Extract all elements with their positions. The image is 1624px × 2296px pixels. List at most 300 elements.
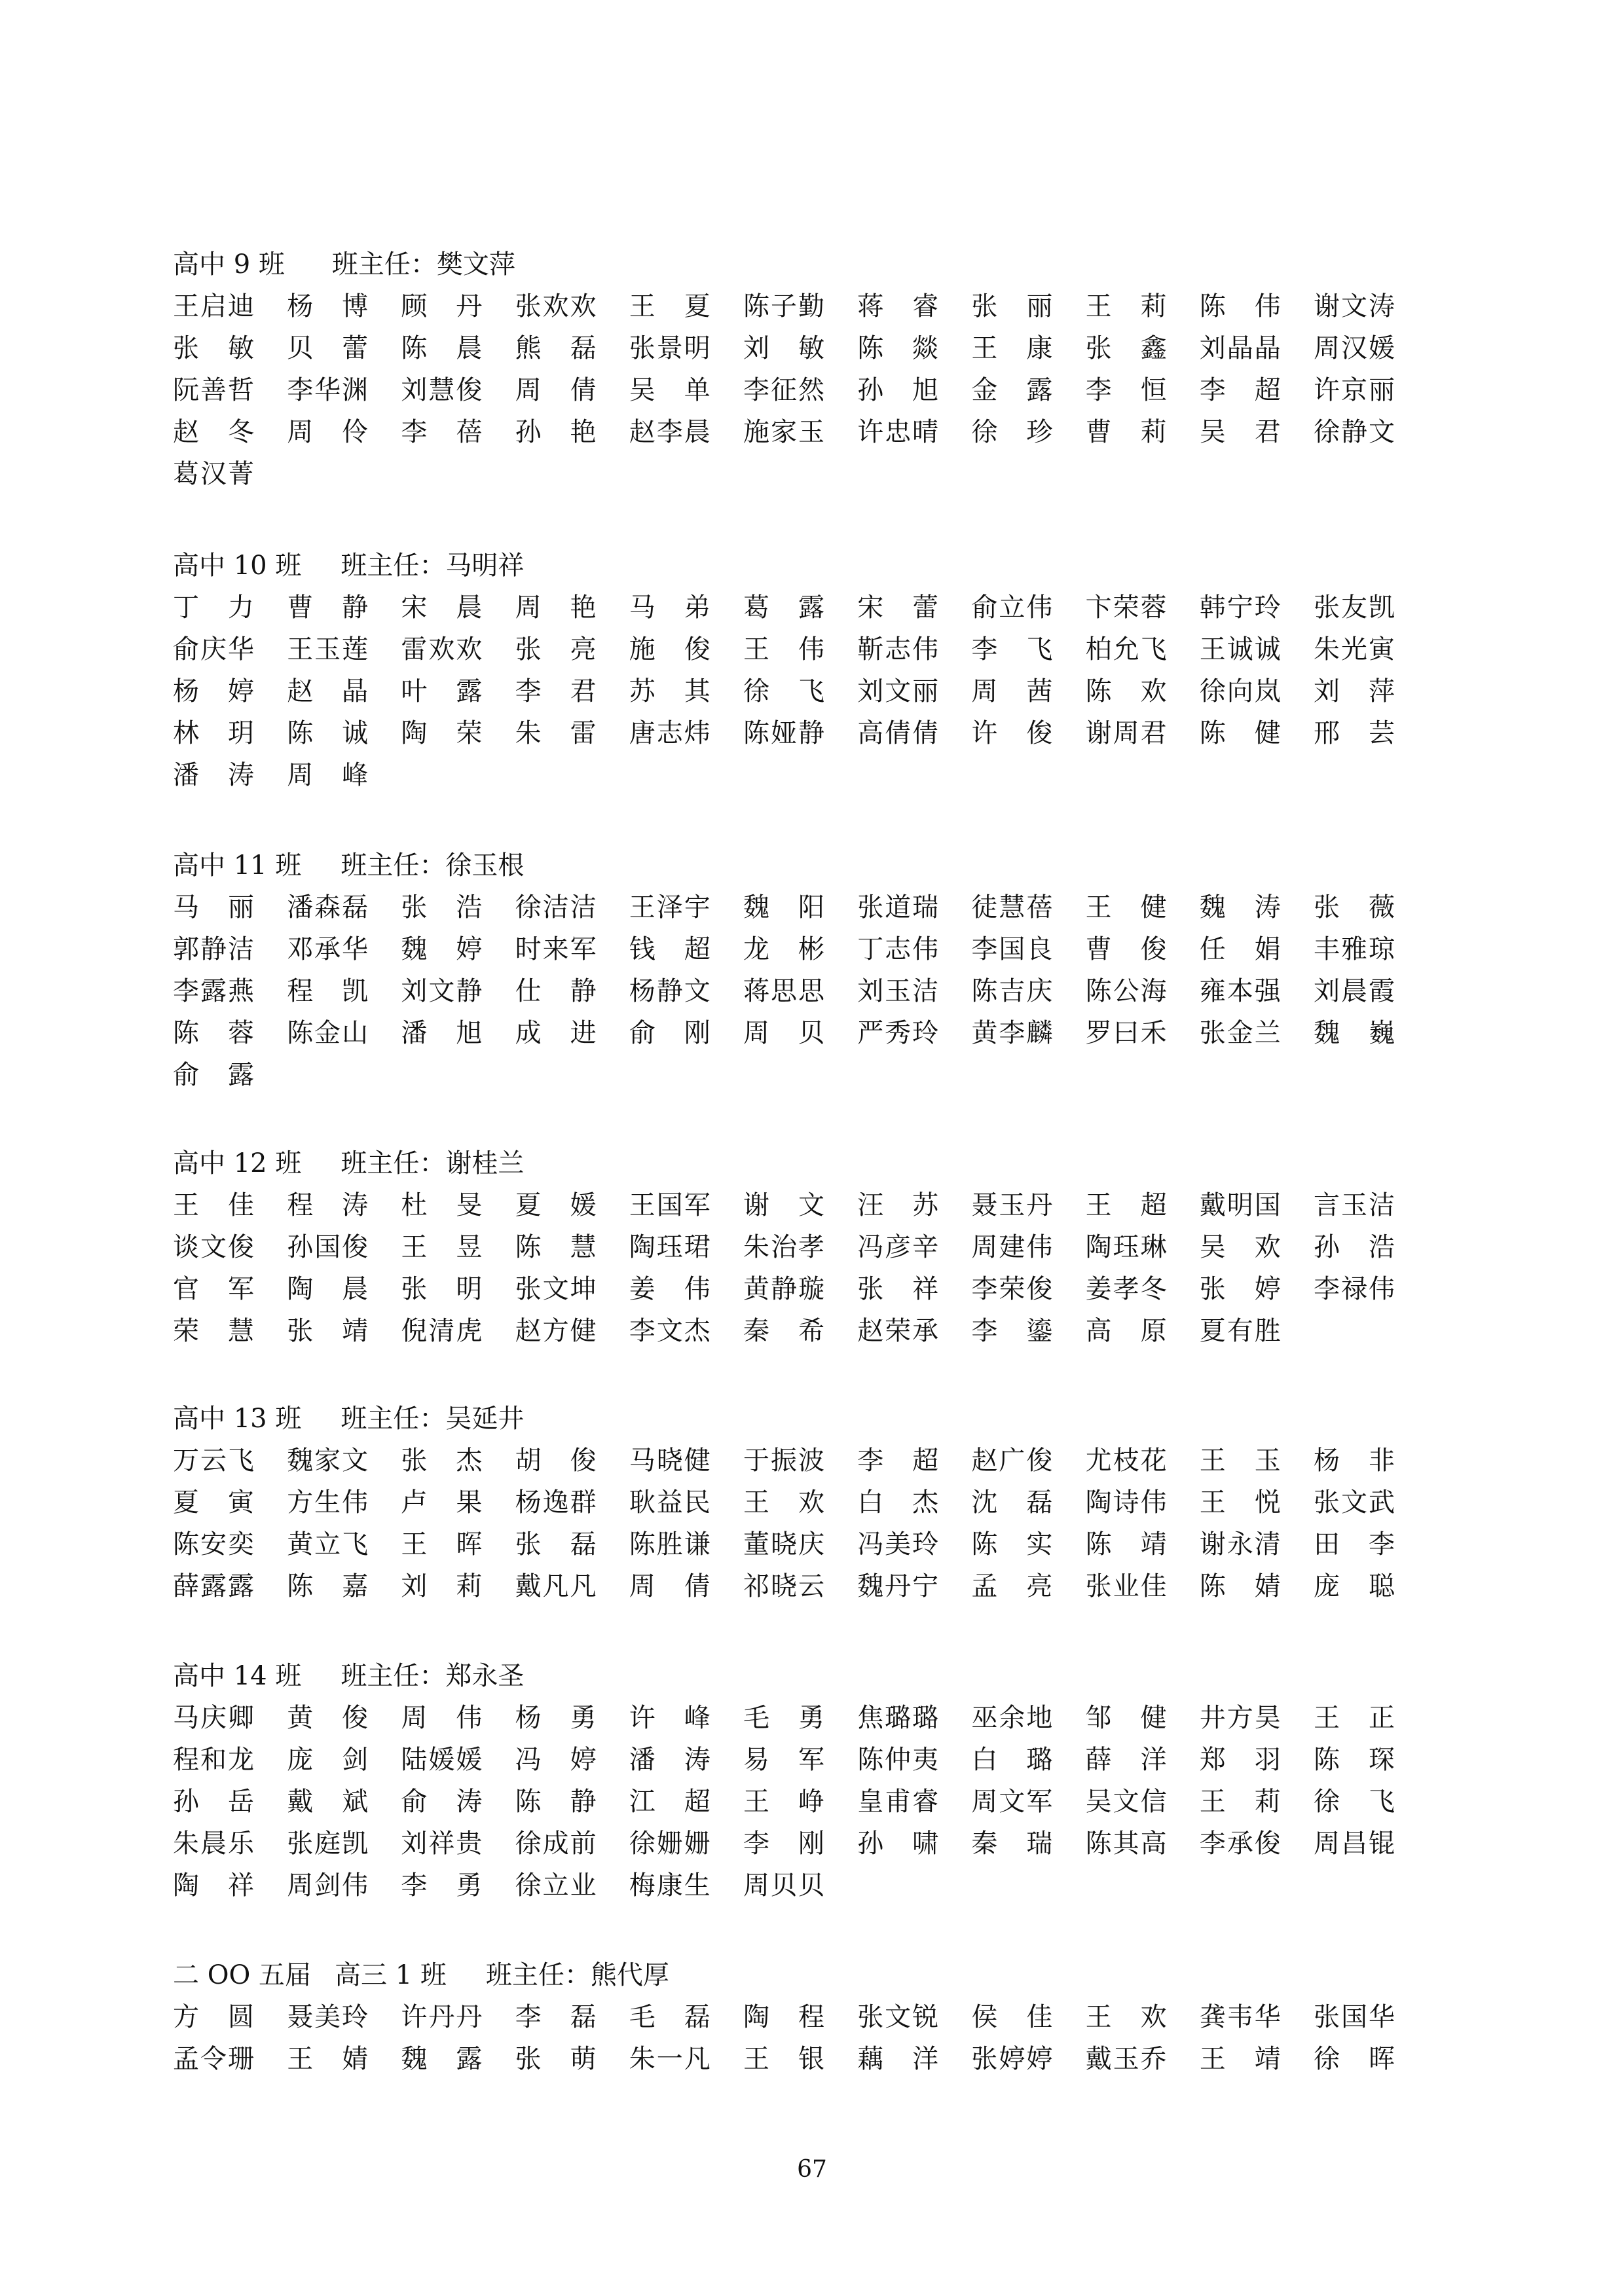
student-name: 方 圆 xyxy=(173,2002,254,2032)
student-name: 谢 文 xyxy=(743,1190,824,1220)
student-name: 陈 靖 xyxy=(1085,1529,1167,1559)
student-name: 李 超 xyxy=(1199,375,1281,405)
student-name: 龙 彬 xyxy=(743,934,824,964)
class-heading xyxy=(173,1398,1417,1440)
name-row xyxy=(173,1996,1417,2038)
student-name: 丰雅琼 xyxy=(1314,934,1395,964)
name-row xyxy=(173,1482,1417,1523)
student-name: 刘祥贵 xyxy=(401,1829,483,1859)
student-name: 张文锐 xyxy=(857,2002,939,2032)
student-name: 程 涛 xyxy=(287,1190,369,1220)
student-name: 戴凡凡 xyxy=(515,1571,597,1601)
student-name: 赵方健 xyxy=(515,1316,597,1346)
student-name: 藕 洋 xyxy=(857,2044,939,2074)
class-name: 高中 14 班 xyxy=(173,1661,302,1691)
student-name: 郑 羽 xyxy=(1199,1745,1281,1775)
student-name: 张文坤 xyxy=(515,1274,597,1304)
student-name: 朱晨乐 xyxy=(173,1829,254,1859)
student-name: 王 晖 xyxy=(401,1529,483,1559)
student-name: 张 亮 xyxy=(515,634,597,665)
student-name: 王国军 xyxy=(629,1190,710,1220)
name-row xyxy=(173,1184,1417,1226)
student-name: 熊 磊 xyxy=(515,333,597,363)
student-name: 罗曰禾 xyxy=(1085,1018,1167,1048)
student-name: 施家玉 xyxy=(743,417,824,447)
student-name: 易 军 xyxy=(743,1745,824,1775)
name-row xyxy=(173,1739,1417,1781)
student-name: 陈仲夷 xyxy=(857,1745,939,1775)
student-name: 秦 希 xyxy=(743,1316,824,1346)
student-name: 郭静洁 xyxy=(173,934,254,964)
class-name: 高中 11 班 xyxy=(173,850,302,881)
student-name: 姜 伟 xyxy=(629,1274,710,1304)
student-name: 顾 丹 xyxy=(401,291,483,321)
student-name: 徐洁洁 xyxy=(515,892,597,922)
student-name: 刘晶晶 xyxy=(1199,333,1281,363)
student-name: 于振波 xyxy=(743,1446,824,1476)
student-name: 李 恒 xyxy=(1085,375,1167,405)
student-name: 陈吉庆 xyxy=(971,976,1053,1006)
student-name: 张 磊 xyxy=(515,1529,597,1559)
student-name: 张友凯 xyxy=(1314,592,1395,623)
student-name: 刘 敏 xyxy=(743,333,824,363)
student-name: 俞 刚 xyxy=(629,1018,710,1048)
student-name: 卢 果 xyxy=(401,1487,483,1518)
student-name: 魏 巍 xyxy=(1314,1018,1395,1048)
student-name: 夏 寅 xyxy=(173,1487,254,1518)
class-section xyxy=(173,545,1417,796)
student-name: 李承俊 xyxy=(1199,1829,1281,1859)
student-name: 周 艳 xyxy=(515,592,597,623)
student-name: 刘晨霞 xyxy=(1314,976,1395,1006)
class-section xyxy=(173,1142,1417,1352)
student-name: 周 伶 xyxy=(287,417,369,447)
student-name: 金 露 xyxy=(971,375,1053,405)
student-name: 王 莉 xyxy=(1199,1787,1281,1817)
student-name: 陈安奕 xyxy=(173,1529,254,1559)
student-name: 雍本强 xyxy=(1199,976,1281,1006)
student-name: 李华渊 xyxy=(287,375,369,405)
student-name: 王 峥 xyxy=(743,1787,824,1817)
student-name: 丁 力 xyxy=(173,592,254,623)
student-name: 荣 慧 xyxy=(173,1316,254,1346)
student-name: 徐静文 xyxy=(1314,417,1395,447)
head-teacher: 班主任：吴延井 xyxy=(341,1404,525,1434)
head-teacher: 班主任：马明祥 xyxy=(341,551,525,581)
student-name: 李 蓓 xyxy=(401,417,483,447)
student-name: 张文武 xyxy=(1314,1487,1395,1518)
student-name: 陈 欢 xyxy=(1085,676,1167,706)
student-name: 蒋思思 xyxy=(743,976,824,1006)
student-name: 陈子勤 xyxy=(743,291,824,321)
student-name: 吴 欢 xyxy=(1199,1232,1281,1262)
name-row xyxy=(173,1226,1417,1268)
student-name: 聂美玲 xyxy=(287,2002,369,2032)
student-name: 戴玉乔 xyxy=(1085,2044,1167,2074)
student-name: 梅康生 xyxy=(629,1870,710,1901)
student-name: 杨 非 xyxy=(1314,1446,1395,1476)
class-subname: 高三 1 班 xyxy=(335,1960,447,1990)
student-name: 尤枝花 xyxy=(1085,1446,1167,1476)
student-name: 俞 露 xyxy=(173,1060,254,1090)
student-name: 刘 莉 xyxy=(401,1571,483,1601)
student-name: 陈 嘉 xyxy=(287,1571,369,1601)
student-name: 苏 其 xyxy=(629,676,710,706)
name-row xyxy=(173,587,1417,629)
name-row xyxy=(173,1268,1417,1310)
student-name: 黄静璇 xyxy=(743,1274,824,1304)
student-name: 魏 涛 xyxy=(1199,892,1281,922)
class-heading xyxy=(173,1655,1417,1697)
student-name: 陈其高 xyxy=(1085,1829,1167,1859)
student-name: 刘慧俊 xyxy=(401,375,483,405)
name-row xyxy=(173,928,1417,970)
student-name: 黄李麟 xyxy=(971,1018,1053,1048)
student-name: 赵荣承 xyxy=(857,1316,939,1346)
name-row xyxy=(173,1310,1417,1352)
student-name: 朱治孝 xyxy=(743,1232,824,1262)
student-name: 徐 飞 xyxy=(1314,1787,1395,1817)
name-row xyxy=(173,629,1417,670)
student-name: 张 杰 xyxy=(401,1446,483,1476)
student-name: 周剑伟 xyxy=(287,1870,369,1901)
student-name: 潘森磊 xyxy=(287,892,369,922)
student-name: 马 丽 xyxy=(173,892,254,922)
student-name: 谈文俊 xyxy=(173,1232,254,1262)
student-name: 葛汉菁 xyxy=(173,459,254,489)
student-name: 李文杰 xyxy=(629,1316,710,1346)
student-name: 赵广俊 xyxy=(971,1446,1053,1476)
class-name: 高中 12 班 xyxy=(173,1148,302,1178)
student-name: 杨 婷 xyxy=(173,676,254,706)
student-name: 王 婧 xyxy=(287,2044,369,2074)
student-name: 陈胜谦 xyxy=(629,1529,710,1559)
name-row xyxy=(173,369,1417,411)
student-name: 刘文丽 xyxy=(857,676,939,706)
student-name: 王 欢 xyxy=(743,1487,824,1518)
head-teacher: 班主任：谢桂兰 xyxy=(341,1148,525,1178)
class-heading xyxy=(173,545,1417,587)
student-name: 邓承华 xyxy=(287,934,369,964)
student-name: 徐 飞 xyxy=(743,676,824,706)
student-name: 陈金山 xyxy=(287,1018,369,1048)
student-name: 李 刚 xyxy=(743,1829,824,1859)
student-name: 朱 雷 xyxy=(515,718,597,748)
student-name: 薛 洋 xyxy=(1085,1745,1167,1775)
student-name: 徐立业 xyxy=(515,1870,597,1901)
student-name: 孙 艳 xyxy=(515,417,597,447)
head-teacher: 班主任：樊文萍 xyxy=(331,249,515,280)
student-name: 王 银 xyxy=(743,2044,824,2074)
student-name: 马晓健 xyxy=(629,1446,710,1476)
student-name: 周昌锟 xyxy=(1314,1829,1395,1859)
student-name: 李 超 xyxy=(857,1446,939,1476)
student-name: 刘文静 xyxy=(401,976,483,1006)
student-name: 雷欢欢 xyxy=(401,634,483,665)
student-name: 周 倩 xyxy=(629,1571,710,1601)
student-name: 孙 旭 xyxy=(857,375,939,405)
class-section xyxy=(173,1954,1417,2080)
student-name: 倪清虎 xyxy=(401,1316,483,1346)
class-section xyxy=(173,1655,1417,1906)
student-name: 耿益民 xyxy=(629,1487,710,1518)
student-name: 王 昱 xyxy=(401,1232,483,1262)
student-name: 徐成前 xyxy=(515,1829,597,1859)
class-heading xyxy=(173,244,1417,285)
student-name: 成 进 xyxy=(515,1018,597,1048)
student-name: 陈 婧 xyxy=(1199,1571,1281,1601)
student-name: 谢永清 xyxy=(1199,1529,1281,1559)
student-name: 胡 俊 xyxy=(515,1446,597,1476)
student-name: 张道瑞 xyxy=(857,892,939,922)
student-name: 周 峰 xyxy=(287,760,369,790)
student-name: 沈 磊 xyxy=(971,1487,1053,1518)
student-name: 谢周君 xyxy=(1085,718,1167,748)
student-name: 王 欢 xyxy=(1085,2002,1167,2032)
student-name: 李 磊 xyxy=(515,2002,597,2032)
student-name: 白 璐 xyxy=(971,1745,1053,1775)
student-name: 吴文信 xyxy=(1085,1787,1167,1817)
student-name: 钱 超 xyxy=(629,934,710,964)
student-name: 庞 聪 xyxy=(1314,1571,1395,1601)
student-name: 言玉洁 xyxy=(1314,1190,1395,1220)
student-name: 孟 亮 xyxy=(971,1571,1053,1601)
student-name: 李禄伟 xyxy=(1314,1274,1395,1304)
student-name: 杨静文 xyxy=(629,976,710,1006)
student-name: 王玉莲 xyxy=(287,634,369,665)
student-name: 靳志伟 xyxy=(857,634,939,665)
student-name: 曹 莉 xyxy=(1085,417,1167,447)
name-row xyxy=(173,1012,1417,1054)
student-name: 王 佳 xyxy=(173,1190,254,1220)
student-name: 张 祥 xyxy=(857,1274,939,1304)
student-name: 陈娅静 xyxy=(743,718,824,748)
page-number: 67 xyxy=(797,2156,827,2183)
student-name: 张婷婷 xyxy=(971,2044,1053,2074)
student-name: 俞庆华 xyxy=(173,634,254,665)
student-name: 陶诗伟 xyxy=(1085,1487,1167,1518)
student-name: 唐志炜 xyxy=(629,718,710,748)
student-name: 徐向岚 xyxy=(1199,676,1281,706)
student-name: 仕 静 xyxy=(515,976,597,1006)
student-name: 张 靖 xyxy=(287,1316,369,1346)
student-name: 田 李 xyxy=(1314,1529,1395,1559)
student-name: 孙 啸 xyxy=(857,1829,939,1859)
student-name: 汪 苏 xyxy=(857,1190,939,1220)
name-row xyxy=(173,970,1417,1012)
student-name: 陈 晨 xyxy=(401,333,483,363)
student-name: 夏有胜 xyxy=(1199,1316,1281,1346)
student-name: 王泽宇 xyxy=(629,892,710,922)
student-name: 陶 祥 xyxy=(173,1870,254,1901)
student-name: 张 丽 xyxy=(971,291,1053,321)
student-name: 马 弟 xyxy=(629,592,710,623)
student-name: 戴 斌 xyxy=(287,1787,369,1817)
name-row xyxy=(173,2038,1417,2080)
student-name: 李 飞 xyxy=(971,634,1053,665)
student-name: 姜孝冬 xyxy=(1085,1274,1167,1304)
student-name: 卞荣蓉 xyxy=(1085,592,1167,623)
student-name: 赵 冬 xyxy=(173,417,254,447)
student-name: 张 敏 xyxy=(173,333,254,363)
student-name: 陈公海 xyxy=(1085,976,1167,1006)
student-name: 王 超 xyxy=(1085,1190,1167,1220)
student-name: 张 鑫 xyxy=(1085,333,1167,363)
student-name: 王 夏 xyxy=(629,291,710,321)
student-name: 高 原 xyxy=(1085,1316,1167,1346)
student-name: 李征然 xyxy=(743,375,824,405)
student-name: 施 俊 xyxy=(629,634,710,665)
student-name: 陈 诚 xyxy=(287,718,369,748)
student-name: 陈 伟 xyxy=(1199,291,1281,321)
student-name: 许忠晴 xyxy=(857,417,939,447)
student-name: 时来军 xyxy=(515,934,597,964)
student-name: 王 伟 xyxy=(743,634,824,665)
student-name: 李 鎏 xyxy=(971,1316,1053,1346)
student-name: 陈 静 xyxy=(515,1787,597,1817)
student-name: 祁晓云 xyxy=(743,1571,824,1601)
student-name: 王 健 xyxy=(1085,892,1167,922)
student-name: 周贝贝 xyxy=(743,1870,824,1901)
student-name: 魏 婷 xyxy=(401,934,483,964)
class-name: 高中 13 班 xyxy=(173,1404,302,1434)
student-name: 柏允飞 xyxy=(1085,634,1167,665)
student-name: 秦 瑞 xyxy=(971,1829,1053,1859)
student-name: 许丹丹 xyxy=(401,2002,483,2032)
name-row xyxy=(173,1523,1417,1565)
student-name: 周 贝 xyxy=(743,1018,824,1048)
student-name: 戴明国 xyxy=(1199,1190,1281,1220)
student-name: 毛 磊 xyxy=(629,2002,710,2032)
student-name: 韩宁玲 xyxy=(1199,592,1281,623)
class-name: 二 OO 五届 xyxy=(173,1960,312,1990)
student-name: 徐 珍 xyxy=(971,417,1053,447)
student-name: 白 杰 xyxy=(857,1487,939,1518)
student-name: 聂玉丹 xyxy=(971,1190,1053,1220)
student-name: 周 伟 xyxy=(401,1703,483,1733)
student-name: 杨逸群 xyxy=(515,1487,597,1518)
student-name: 周文军 xyxy=(971,1787,1053,1817)
student-name: 吴 单 xyxy=(629,375,710,405)
student-name: 程 凯 xyxy=(287,976,369,1006)
student-name: 张庭凯 xyxy=(287,1829,369,1859)
student-name: 徐 晖 xyxy=(1314,2044,1395,2074)
name-row xyxy=(173,1565,1417,1607)
student-name: 张金兰 xyxy=(1199,1018,1281,1048)
student-name: 魏 阳 xyxy=(743,892,824,922)
class-section xyxy=(173,244,1417,495)
student-name: 徒慧蓓 xyxy=(971,892,1053,922)
student-name: 吴 君 xyxy=(1199,417,1281,447)
name-row xyxy=(173,1823,1417,1865)
student-name: 宋 晨 xyxy=(401,592,483,623)
student-name: 蒋 睿 xyxy=(857,291,939,321)
student-name: 周建伟 xyxy=(971,1232,1053,1262)
student-name: 孙 浩 xyxy=(1314,1232,1395,1262)
student-name: 周 茜 xyxy=(971,676,1053,706)
student-name: 王 康 xyxy=(971,333,1053,363)
student-name: 潘 涛 xyxy=(173,760,254,790)
student-name: 陈 燚 xyxy=(857,333,939,363)
name-row xyxy=(173,453,1417,495)
student-name: 许 峰 xyxy=(629,1703,710,1733)
student-name: 许京丽 xyxy=(1314,375,1395,405)
student-name: 严秀玲 xyxy=(857,1018,939,1048)
student-name: 江 超 xyxy=(629,1787,710,1817)
student-name: 俞立伟 xyxy=(971,592,1053,623)
student-name: 黄 俊 xyxy=(287,1703,369,1733)
student-name: 张 婷 xyxy=(1199,1274,1281,1304)
student-name: 孙国俊 xyxy=(287,1232,369,1262)
student-name: 张 明 xyxy=(401,1274,483,1304)
student-name: 曹 静 xyxy=(287,592,369,623)
student-name: 邢 芸 xyxy=(1314,718,1395,748)
student-name: 李 勇 xyxy=(401,1870,483,1901)
name-row xyxy=(173,712,1417,754)
student-name: 皇甫睿 xyxy=(857,1787,939,1817)
student-name: 周汉媛 xyxy=(1314,333,1395,363)
class-section xyxy=(173,845,1417,1096)
student-name: 井方昊 xyxy=(1199,1703,1281,1733)
student-name: 陶 荣 xyxy=(401,718,483,748)
student-name: 魏 露 xyxy=(401,2044,483,2074)
student-name: 王诚诚 xyxy=(1199,634,1281,665)
student-name: 万云飞 xyxy=(173,1446,254,1476)
student-name: 陈 慧 xyxy=(515,1232,597,1262)
student-name: 杨 博 xyxy=(287,291,369,321)
name-row xyxy=(173,1697,1417,1739)
student-name: 赵 晶 xyxy=(287,676,369,706)
name-row xyxy=(173,1781,1417,1823)
student-name: 冯美玲 xyxy=(857,1529,939,1559)
student-name: 王 玉 xyxy=(1199,1446,1281,1476)
head-teacher: 班主任：郑永圣 xyxy=(341,1661,525,1691)
name-row xyxy=(173,411,1417,453)
name-row xyxy=(173,327,1417,369)
student-name: 丁志伟 xyxy=(857,934,939,964)
class-heading xyxy=(173,845,1417,886)
student-name: 孟令珊 xyxy=(173,2044,254,2074)
student-name: 潘 旭 xyxy=(401,1018,483,1048)
student-name: 陈 健 xyxy=(1199,718,1281,748)
student-name: 魏丹宁 xyxy=(857,1571,939,1601)
student-name: 张 薇 xyxy=(1314,892,1395,922)
student-name: 马庆卿 xyxy=(173,1703,254,1733)
student-name: 张国华 xyxy=(1314,2002,1395,2032)
student-name: 魏家文 xyxy=(287,1446,369,1476)
student-name: 薛露露 xyxy=(173,1571,254,1601)
student-name: 孙 岳 xyxy=(173,1787,254,1817)
student-name: 董晓庆 xyxy=(743,1529,824,1559)
class-heading xyxy=(173,1954,1417,1996)
name-row xyxy=(173,285,1417,327)
student-name: 陆媛媛 xyxy=(401,1745,483,1775)
student-name: 夏 媛 xyxy=(515,1190,597,1220)
student-name: 方生伟 xyxy=(287,1487,369,1518)
student-name: 张业佳 xyxy=(1085,1571,1167,1601)
student-name: 龚韦华 xyxy=(1199,2002,1281,2032)
student-name: 程和龙 xyxy=(173,1745,254,1775)
student-name: 阮善哲 xyxy=(173,375,254,405)
student-name: 许 俊 xyxy=(971,718,1053,748)
student-name: 张景明 xyxy=(629,333,710,363)
student-name: 陶珏珺 xyxy=(629,1232,710,1262)
student-name: 陶 程 xyxy=(743,2002,824,2032)
student-name: 杨 勇 xyxy=(515,1703,597,1733)
name-row xyxy=(173,1054,1417,1096)
student-name: 庞 剑 xyxy=(287,1745,369,1775)
student-name: 王 正 xyxy=(1314,1703,1395,1733)
